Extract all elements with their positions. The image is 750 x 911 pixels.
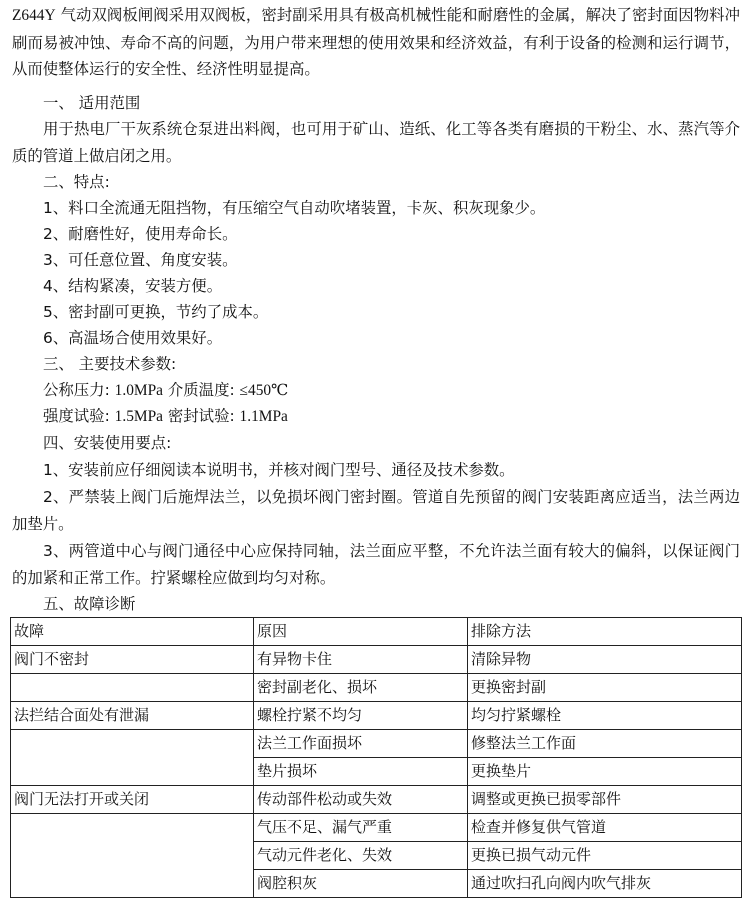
feature-item: 2、耐磨性好，使用寿命长。 (43, 225, 238, 243)
fault-cell (11, 842, 254, 870)
table-header-row (11, 618, 742, 646)
remedy-cell: 更换已损气动元件 (468, 842, 742, 870)
fault-cell (11, 730, 254, 758)
intro-text: 气动双阀板闸阀采用双阀板，密封副采用具有极高机械性能和耐磨性的金属，解决了密封面因物料冲刷而易被冲蚀、寿命不高的问题，为用户带来理想的使用效果和经济效益，有利于设备的检测和运行调节，从而使整体运行的安全性、经济性明显提高。 (12, 6, 740, 78)
table-row (11, 702, 742, 730)
fault-cell (11, 758, 254, 786)
remedy-cell: 检查并修复供气管道 (468, 814, 742, 842)
temp-value: ≤450℃ (239, 382, 289, 399)
cause-cell: 阀腔积灰 (254, 870, 468, 898)
section-3-heading: 三、 主要技术参数: (43, 355, 177, 373)
fault-cell: 阀门无法打开或关闭 (11, 786, 254, 814)
param-row-1 (43, 377, 288, 405)
remedy-cell: 更换密封副 (468, 674, 742, 702)
feature-item: 6、高温场合使用效果好。 (43, 329, 223, 347)
temp-label: 介质温度: (167, 381, 235, 399)
table-row (11, 786, 742, 814)
header-cell-fault: 故障 (11, 618, 254, 646)
remedy-cell: 清除异物 (468, 646, 742, 674)
remedy-cell: 更换垫片 (468, 758, 742, 786)
install-item: 3、两管道中心与阀门通径中心应保持同轴，法兰面应平整，不允许法兰面有较大的偏斜，以保证阀门的加紧和正常工作。拧紧螺栓应做到均匀对称。 (12, 542, 740, 587)
strength-value: 1.5MPa (114, 408, 163, 425)
cause-cell: 传动部件松动或失效 (254, 786, 468, 814)
fault-cell (11, 814, 254, 842)
fault-cell (11, 674, 254, 702)
cause-cell: 有异物卡住 (254, 646, 468, 674)
section-2-heading: 二、特点: (43, 173, 110, 191)
feature-item: 3、可任意位置、角度安装。 (43, 251, 238, 269)
seal-label: 密封试验: (167, 407, 235, 425)
cause-cell: 螺栓拧紧不均匀 (254, 702, 468, 730)
table-row (11, 842, 742, 870)
table-row (11, 674, 742, 702)
section-1-heading: 一、 适用范围 (43, 94, 141, 112)
section-1-text: 用于热电厂干灰系统仓泵进出料阀，也可用于矿山、造纸、化工等各类有磨损的干粉尘、水、蒸汽等介质的管道上做启闭之用。 (12, 120, 740, 165)
pressure-label: 公称压力: (43, 381, 110, 399)
remedy-cell: 通过吹扫孔向阀内吹气排灰 (468, 870, 742, 898)
feature-item: 1、料口全流通无阻挡物，有压缩空气自动吹堵装置，卡灰、积灰现象少。 (43, 199, 546, 217)
header-cell-remedy: 排除方法 (468, 618, 742, 646)
fault-cell (11, 870, 254, 898)
fault-cell: 法拦结合面处有泄漏 (11, 702, 254, 730)
section-4-heading: 四、安装使用要点: (43, 434, 172, 452)
table-row (11, 814, 742, 842)
seal-value: 1.1MPa (239, 408, 288, 425)
section-5-heading: 五、故障诊断 (43, 595, 136, 613)
cause-cell: 法兰工作面损坏 (254, 730, 468, 758)
install-item: 1、安装前应仔细阅读本说明书，并核对阀门型号、通径及技术参数。 (43, 461, 515, 479)
fault-cell: 阀门不密封 (11, 646, 254, 674)
install-item: 2、严禁装上阀门后施焊法兰，以免损坏阀门密封圈。管道自先预留的阀门安装距离应适当，法兰两边加垫片。 (12, 488, 740, 533)
cause-cell: 密封副老化、损坏 (254, 674, 468, 702)
table-row (11, 646, 742, 674)
pressure-value: 1.0MPa (114, 382, 163, 399)
model-code: Z644Y (12, 7, 56, 24)
fault-diagnosis-table (10, 617, 742, 898)
cause-cell: 气动元件老化、失效 (254, 842, 468, 870)
header-cell-cause: 原因 (254, 618, 468, 646)
cause-cell: 垫片损坏 (254, 758, 468, 786)
intro-paragraph (12, 2, 740, 83)
feature-item: 5、密封副可更换，节约了成本。 (43, 303, 269, 321)
remedy-cell: 均匀拧紧螺栓 (468, 702, 742, 730)
remedy-cell: 修整法兰工作面 (468, 730, 742, 758)
param-row-2 (43, 403, 288, 431)
table-row (11, 758, 742, 786)
remedy-cell: 调整或更换已损零部件 (468, 786, 742, 814)
feature-item: 4、结构紧凑，安装方便。 (43, 277, 223, 295)
table-row (11, 730, 742, 758)
strength-label: 强度试验: (43, 407, 110, 425)
table-row (11, 870, 742, 898)
cause-cell: 气压不足、漏气严重 (254, 814, 468, 842)
